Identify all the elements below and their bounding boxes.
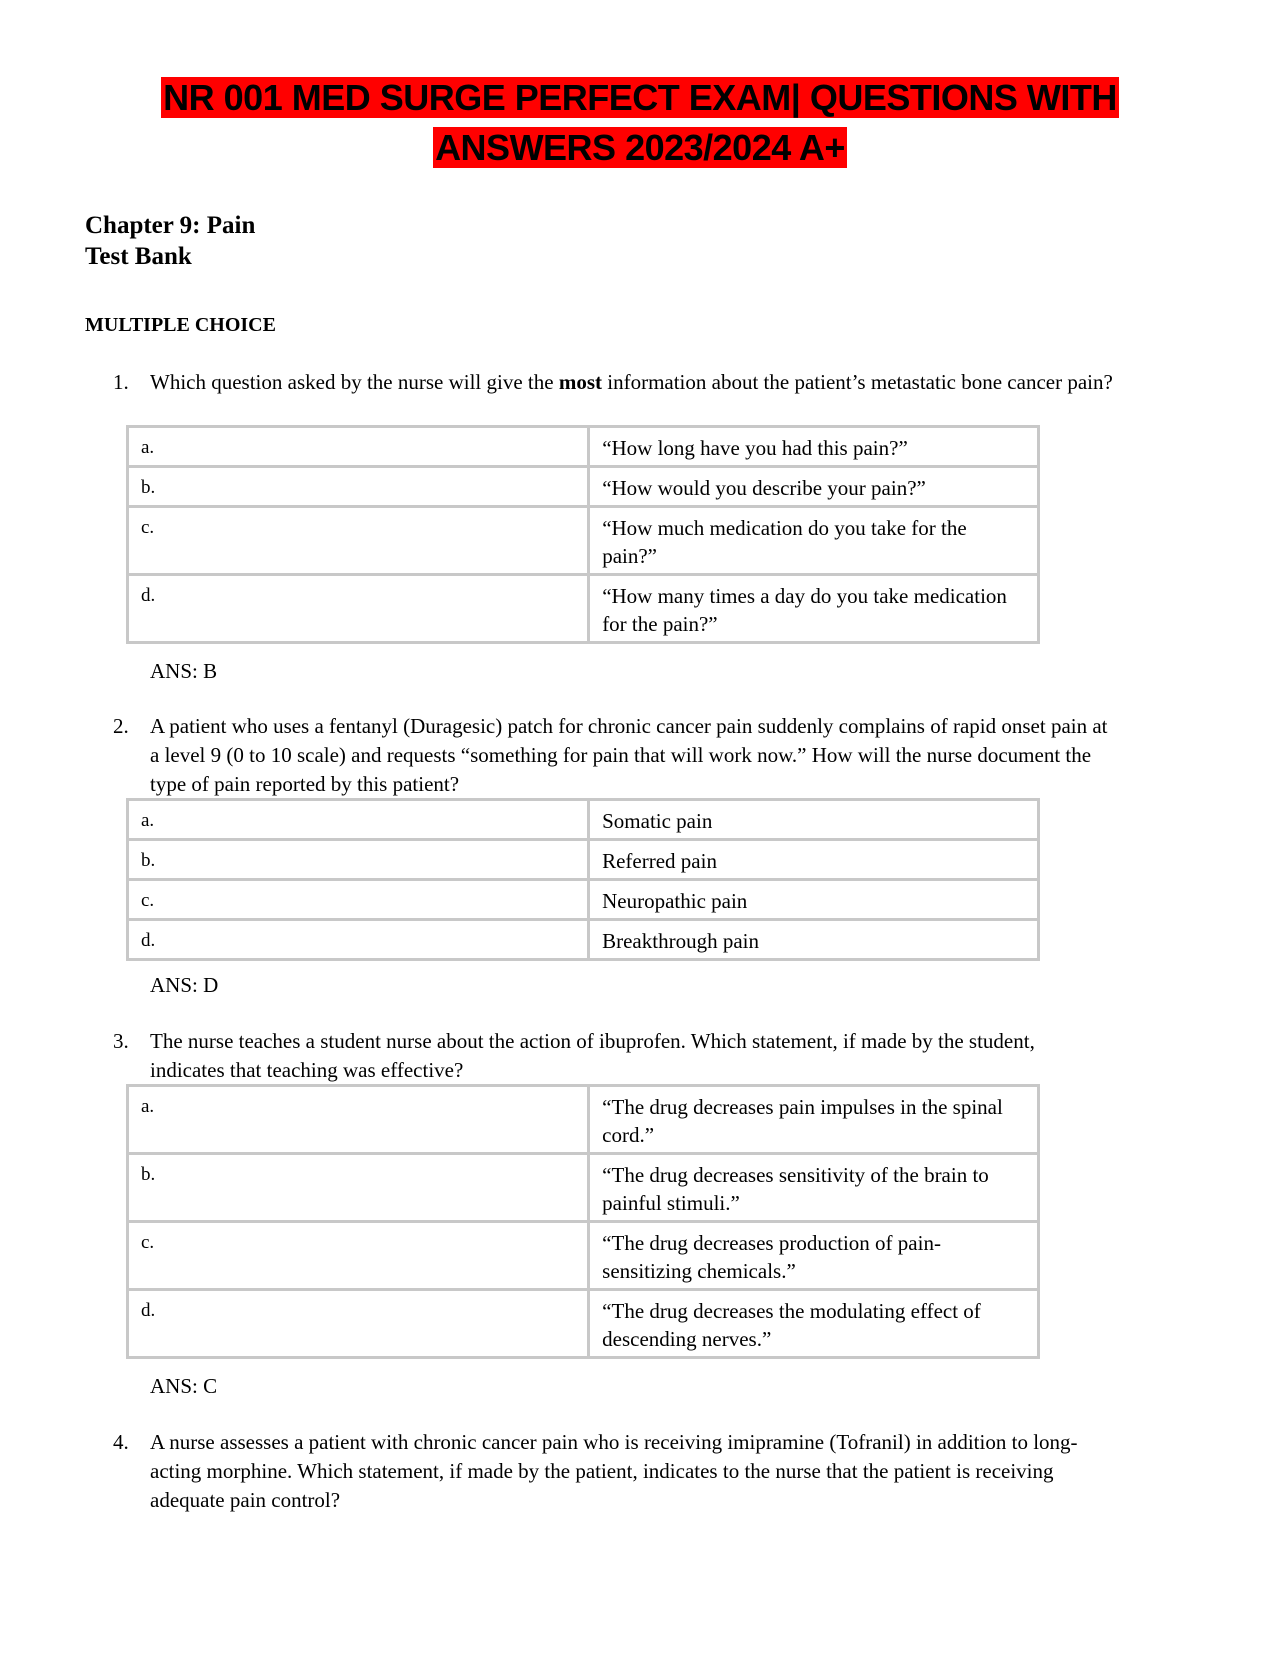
option-text: Neuropathic pain (589, 880, 1039, 920)
question-number: 1. (113, 370, 129, 394)
option-letter: a. (128, 1086, 589, 1154)
options-table-1 (126, 425, 1040, 644)
option-row (128, 467, 1039, 507)
question-text-part: information about the patient’s metastatic bone cancer pain? (602, 370, 1113, 394)
option-letter: d. (128, 920, 589, 960)
question-number: 2. (113, 714, 129, 738)
option-letter: b. (128, 840, 589, 880)
answer-1: ANS: B (150, 659, 218, 683)
chapter-subtitle: Test Bank (85, 243, 192, 270)
question-number: 4. (113, 1430, 129, 1454)
section-label: MULTIPLE CHOICE (85, 314, 276, 336)
option-text: “The drug decreases pain impulses in the spinal cord.” (589, 1086, 1039, 1154)
question-text: A patient who uses a fentanyl (Duragesic) patch for chronic cancer pain suddenly complains of rapid onset pain at a level 9 (0 to 10 scale) and requests “something for pain that will work now.” How will the nurse document the type of pain reported by this patient? (150, 714, 1108, 796)
answer-2: ANS: D (150, 973, 219, 997)
option-letter: c. (128, 1222, 589, 1290)
question-2 (113, 712, 1113, 799)
option-text: Referred pain (589, 840, 1039, 880)
option-letter: d. (128, 575, 589, 643)
title-line-2: ANSWERS 2023/2024 A+ (435, 127, 845, 168)
option-row (128, 920, 1039, 960)
question-text-emphasis: most (558, 370, 602, 394)
option-row (128, 1290, 1039, 1358)
question-1 (113, 368, 1113, 397)
question-text: The nurse teaches a student nurse about the action of ibuprofen. Which statement, if made by the student, indicates that teaching was effective? (150, 1029, 1035, 1082)
option-text: Breakthrough pain (589, 920, 1039, 960)
option-letter: a. (128, 800, 589, 840)
option-row (128, 507, 1039, 575)
option-row (128, 840, 1039, 880)
option-letter: c. (128, 507, 589, 575)
title-line-1: NR 001 MED SURGE PERFECT EXAM| QUESTIONS WITH (163, 77, 1117, 118)
option-text: “The drug decreases sensitivity of the brain to painful stimuli.” (589, 1154, 1039, 1222)
option-text: “How much medication do you take for the pain?” (589, 507, 1039, 575)
option-text: “The drug decreases production of pain-sensitizing chemicals.” (589, 1222, 1039, 1290)
option-text: “The drug decreases the modulating effect of descending nerves.” (589, 1290, 1039, 1358)
options-table-3 (126, 1084, 1040, 1359)
question-text: A nurse assesses a patient with chronic cancer pain who is receiving imipramine (Tofranil) in addition to long-acting morphine. Which statement, if made by the patient, indicates to the nurse that the patient is receiving adequate pain control? (150, 1430, 1078, 1512)
option-row (128, 800, 1039, 840)
question-text (150, 368, 1113, 397)
options-table-2 (126, 798, 1040, 961)
option-row (128, 575, 1039, 643)
option-letter: a. (128, 427, 589, 467)
question-text-part: Which question asked by the nurse will give the (150, 370, 559, 394)
chapter-heading (85, 210, 255, 272)
option-letter: b. (128, 1154, 589, 1222)
option-letter: d. (128, 1290, 589, 1358)
question-4 (113, 1428, 1113, 1515)
chapter-title: Chapter 9: Pain (85, 212, 256, 239)
answer-3: ANS: C (150, 1374, 218, 1398)
option-letter: c. (128, 880, 589, 920)
document-title (0, 0, 1280, 173)
option-row (128, 1222, 1039, 1290)
option-text: “How long have you had this pain?” (589, 427, 1039, 467)
question-3 (113, 1027, 1113, 1085)
option-row (128, 880, 1039, 920)
question-number: 3. (113, 1029, 129, 1053)
option-text: “How would you describe your pain?” (589, 467, 1039, 507)
option-row (128, 1154, 1039, 1222)
option-letter: b. (128, 467, 589, 507)
option-text: Somatic pain (589, 800, 1039, 840)
option-row (128, 427, 1039, 467)
option-row (128, 1086, 1039, 1154)
option-text: “How many times a day do you take medication for the pain?” (589, 575, 1039, 643)
